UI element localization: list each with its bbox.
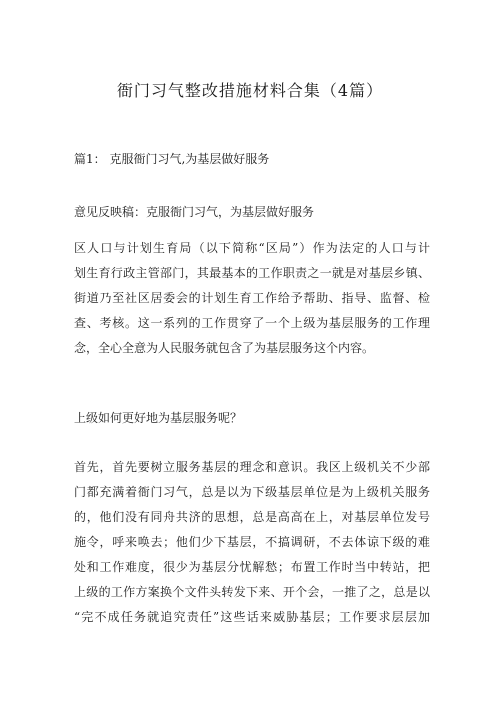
- paragraph-line: 查、考核。这一系列的工作贯穿了一个上级为基层服务的工作理: [74, 316, 430, 330]
- paragraph-1: [74, 236, 430, 361]
- section-heading: 篇1： 克服衙门习气,为基层做好服务: [74, 152, 270, 166]
- paragraph-2: [74, 455, 430, 630]
- paragraph-line: 的，他们没有同舟共济的思想，总是高高在上，对基层单位发号: [74, 510, 430, 524]
- paragraph-line: 施令，呼来唤去；他们少下基层，不搞调研，不去体谅下级的难: [74, 535, 430, 549]
- paragraph-line: 划生育行政主管部门，其最基本的工作职责之一就是对基层乡镇、: [74, 266, 430, 280]
- document-title: 衙门习气整改措施材料合集（4篇）: [116, 81, 384, 100]
- paragraph-line: 区人口与计划生育局（以下简称“区局”）作为法定的人口与计: [74, 241, 430, 255]
- paragraph-line: 门都充满着衙门习气，总是以为下级基层单位是为上级机关服务: [74, 485, 430, 499]
- paragraph-line: 念，全心全意为人民服务就包含了为基层服务这个内容。: [74, 341, 375, 355]
- paragraph-line: 首先，首先要树立服务基层的理念和意识。我区上级机关不少部: [74, 460, 430, 474]
- question-line: 上级如何更好地为基层服务呢？: [74, 411, 243, 425]
- paragraph-line: 上级的工作方案换个文件头转发下来、开个会，一推了之，总是以: [74, 585, 430, 599]
- paragraph-line: 街道乃至社区居委会的计划生育工作给予帮助、指导、监督、检: [74, 291, 430, 305]
- paragraph-line: 处和工作难度，很少为基层分忧解愁；布置工作时当中转站，把: [74, 560, 430, 574]
- paragraph-line: “完不成任务就追究责任”这些话来威胁基层；工作要求层层加: [74, 610, 430, 624]
- subtitle-line: 意见反映稿：克服衙门习气，为基层做好服务: [74, 205, 315, 219]
